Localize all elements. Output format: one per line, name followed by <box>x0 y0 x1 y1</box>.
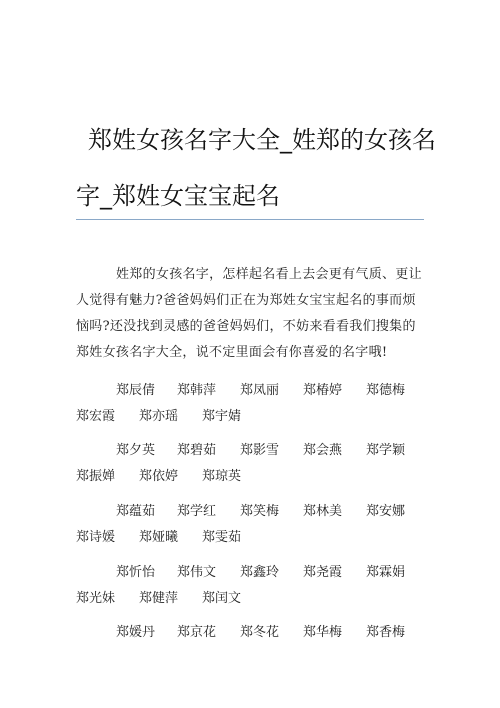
name-item: 郑雯茹 <box>202 530 242 545</box>
name-row <box>76 586 436 612</box>
name-item: 郑碧茹 <box>177 443 217 458</box>
name-item: 郑宏霞 <box>76 409 116 424</box>
name-group <box>76 620 436 646</box>
name-item: 郑闰文 <box>202 591 242 606</box>
name-item: 郑霖娟 <box>366 565 406 580</box>
name-item: 郑京花 <box>177 625 217 640</box>
name-item: 郑华梅 <box>303 625 343 640</box>
name-group <box>76 499 436 551</box>
name-row <box>76 378 436 404</box>
name-item: 郑夕英 <box>116 443 156 458</box>
name-item: 郑韩萍 <box>177 383 217 398</box>
name-item: 郑林美 <box>303 504 343 519</box>
name-row <box>76 560 436 586</box>
name-item: 郑依婷 <box>139 469 179 484</box>
name-item: 郑光妹 <box>76 591 116 606</box>
name-item: 郑健萍 <box>139 591 179 606</box>
intro-paragraph: 姓郑的女孩名字，怎样起名看上去会更有气质、更让人觉得有魅力?爸爸妈妈们正在为郑姓女宝宝起名的事而烦恼吗?还没找到灵感的爸爸妈妈们，不妨来看看我们搜集的郑姓女孩名字大全，说不定里面会有你喜爱的名字哦! <box>76 267 422 360</box>
name-item: 郑影雪 <box>240 443 280 458</box>
name-item: 郑诗媛 <box>76 530 116 545</box>
name-item: 郑振婵 <box>76 469 116 484</box>
name-item: 郑宇婧 <box>202 409 242 424</box>
name-item: 郑冬花 <box>240 625 280 640</box>
name-group <box>76 438 436 490</box>
name-item: 郑椿婷 <box>303 383 343 398</box>
name-item: 郑学颖 <box>366 443 406 458</box>
name-row <box>76 404 436 430</box>
name-row <box>76 525 436 551</box>
name-item: 郑鑫玲 <box>240 565 280 580</box>
name-item: 郑香梅 <box>366 625 406 640</box>
name-item: 郑伟文 <box>177 565 217 580</box>
name-row <box>76 620 436 646</box>
name-item: 郑学红 <box>177 504 217 519</box>
name-item: 郑安娜 <box>366 504 406 519</box>
name-group <box>76 378 436 430</box>
name-item: 郑笑梅 <box>240 504 280 519</box>
name-item: 郑凤丽 <box>240 383 280 398</box>
name-row <box>76 464 436 490</box>
name-item: 郑会燕 <box>303 443 343 458</box>
name-item: 郑辰倩 <box>116 383 156 398</box>
name-item: 郑琼英 <box>202 469 242 484</box>
name-item: 郑德梅 <box>366 383 406 398</box>
name-item: 郑娅曦 <box>139 530 179 545</box>
name-row <box>76 499 436 525</box>
name-row <box>76 438 436 464</box>
title-divider <box>76 219 424 220</box>
name-item: 郑蕴茹 <box>116 504 156 519</box>
name-item: 郑亦瑶 <box>139 409 179 424</box>
name-item: 郑媛丹 <box>116 625 156 640</box>
name-item: 郑尧霞 <box>303 565 343 580</box>
name-item: 郑忻怡 <box>116 565 156 580</box>
name-group <box>76 560 436 612</box>
page-title: 郑姓女孩名字大全_姓郑的女孩名字_郑姓女宝宝起名 <box>76 126 436 210</box>
